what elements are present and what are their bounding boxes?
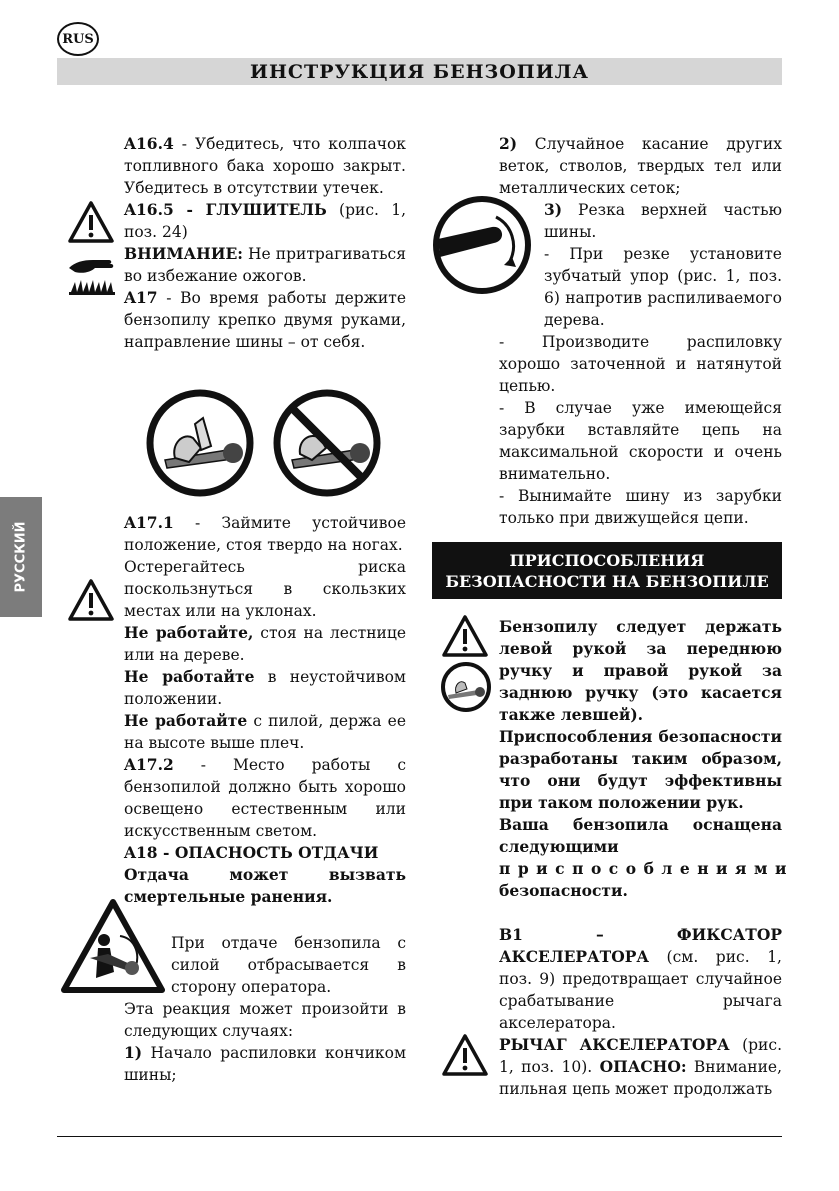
kickback-icon bbox=[60, 898, 166, 994]
footer-rule bbox=[57, 1136, 782, 1137]
right-col-safety bbox=[499, 616, 782, 814]
language-side-tab bbox=[0, 497, 42, 617]
page-title: ИНСТРУКЦИЯ БЕНЗОПИЛА bbox=[57, 58, 782, 85]
hold-text: Бензопилу следует держать левой рукой за переднюю ручку и правой рукой за заднюю ручку (это касается также левшей). bbox=[499, 617, 782, 724]
a17-label: A17 bbox=[124, 288, 158, 307]
tip1-text: - При резке установите зубчатый упор (рис. 1, поз. 6) напротив распиливаемого дерева. bbox=[544, 245, 782, 329]
section-header bbox=[432, 542, 782, 599]
a17-2-label: A17.2 bbox=[124, 755, 174, 774]
no-work-3-bold: Не работайте bbox=[124, 711, 248, 730]
left-col-middle bbox=[124, 512, 406, 908]
equipped-line1: Ваша бензопила оснащена следующими bbox=[499, 815, 782, 856]
no-work-2-bold: Не работайте bbox=[124, 667, 255, 686]
tip4-text: - Вынимайте шину из зарубки только при движущейся цепи. bbox=[499, 487, 782, 527]
lever-text: (рис. 1, поз. 10). bbox=[499, 1036, 782, 1076]
b1-block bbox=[499, 924, 782, 1100]
correct-grip-icon bbox=[145, 388, 255, 498]
warning-text: Не притрагиваться во избежание ожогов. bbox=[124, 245, 406, 285]
case3-num: 3) bbox=[544, 200, 563, 219]
section-header-line1: ПРИСПОСОБЛЕНИЯ bbox=[509, 550, 705, 570]
a16-5-text: (рис. 1, поз. 24) bbox=[124, 201, 406, 241]
warning-triangle-icon bbox=[441, 614, 489, 658]
equipped-line2: приспособлениями bbox=[499, 859, 794, 878]
case3-block bbox=[544, 199, 782, 331]
case1-text: Начало распиловки кончиком шины; bbox=[124, 1044, 406, 1084]
a16-5-label: A16.5 - ГЛУШИТЕЛЬ bbox=[124, 200, 327, 219]
design-text: Приспособления безопасности разработаны таким образом, что они будут эффективны при таком положении рук. bbox=[499, 727, 782, 812]
slip-warning-text: Остерегайтесь риска поскользнуться в скользких местах или на уклонах. bbox=[124, 558, 406, 620]
case3-text: Резка верхней частью шины. bbox=[544, 201, 782, 241]
no-work-1-bold: Не работайте, bbox=[124, 623, 254, 642]
chain-rotation-icon bbox=[432, 195, 532, 295]
b1-title: B1 – ФИКСАТОР АКСЕЛЕРАТОРА bbox=[499, 925, 782, 966]
a16-4-text: - Убедитесь, что колпачок топливного бака хорошо закрыт. Убедитесь в отсутствии утечек. bbox=[124, 135, 406, 197]
two-hand-grip-icon bbox=[440, 661, 492, 713]
right-col-top bbox=[499, 133, 782, 199]
tip2-text: - Производите распиловку хорошо заточенной и натянутой цепью. bbox=[499, 333, 782, 395]
a18-title: A18 - ОПАСНОСТЬ ОТДАЧИ bbox=[124, 843, 379, 862]
a17-text: - Во время работы держите бензопилу крепко двумя руками, направление шины – от себя. bbox=[124, 289, 406, 351]
kickback-description bbox=[171, 932, 406, 998]
a18-cases: Эта реакция может произойти в следующих случаях: bbox=[124, 1000, 406, 1040]
warning-triangle-icon bbox=[67, 200, 115, 244]
a17-1-label: A17.1 bbox=[124, 513, 174, 532]
danger-label: ОПАСНО: bbox=[599, 1057, 687, 1076]
a16-4-label: A16.4 bbox=[124, 134, 174, 153]
side-tab-label: РУССКИЙ bbox=[13, 521, 29, 593]
tip3-text: - В случае уже имеющейся зарубки вставляйте цепь на максимальной скорости и очень внимательно. bbox=[499, 399, 782, 483]
warning-triangle-icon bbox=[441, 1033, 489, 1077]
hot-surface-icon bbox=[65, 252, 119, 298]
case2-text: Случайное касание других веток, стволов, твердых тел или металлических сеток; bbox=[499, 135, 782, 197]
lever-title: РЫЧАГ АКСЕЛЕРАТОРА bbox=[499, 1035, 730, 1054]
left-col-bottom bbox=[124, 998, 406, 1086]
section-header-line2: БЕЗОПАСНОСТИ НА БЕНЗОПИЛЕ bbox=[445, 571, 769, 591]
b1-text: (см. рис. 1, поз. 9) предотвращает случайное срабатывание рычага акселератора. bbox=[499, 948, 782, 1032]
left-col-top bbox=[124, 133, 406, 353]
case1-num: 1) bbox=[124, 1043, 143, 1062]
no-work-1-text: стоя на лестнице или на дереве. bbox=[124, 624, 407, 664]
case2-num: 2) bbox=[499, 134, 518, 153]
a17-2-text: - Место работы с бензопилой должно быть хорошо освещено естественным или искусственным светом. bbox=[124, 756, 406, 840]
language-badge: RUS bbox=[57, 22, 99, 56]
equipped-block bbox=[499, 814, 794, 902]
right-col-tips bbox=[499, 331, 782, 529]
a18-text: При отдаче бензопила с силой отбрасывается в сторону оператора. bbox=[171, 934, 406, 996]
equipped-line3: безопасности. bbox=[499, 881, 628, 900]
a17-1-text: - Займите устойчивое положение, стоя твердо на ногах. bbox=[124, 514, 406, 554]
no-work-3-text: с пилой, держа ее на высоте выше плеч. bbox=[124, 712, 406, 752]
warning-triangle-icon bbox=[67, 578, 115, 622]
warning-label: ВНИМАНИЕ: bbox=[124, 244, 243, 263]
prohibited-grip-icon bbox=[272, 388, 382, 498]
a18-bold: Отдача может вызвать смертельные ранения. bbox=[124, 865, 406, 906]
no-work-2-text: в неустойчивом положении. bbox=[124, 668, 406, 708]
danger-text: Внимание, пильная цепь может продолжать bbox=[499, 1058, 783, 1098]
